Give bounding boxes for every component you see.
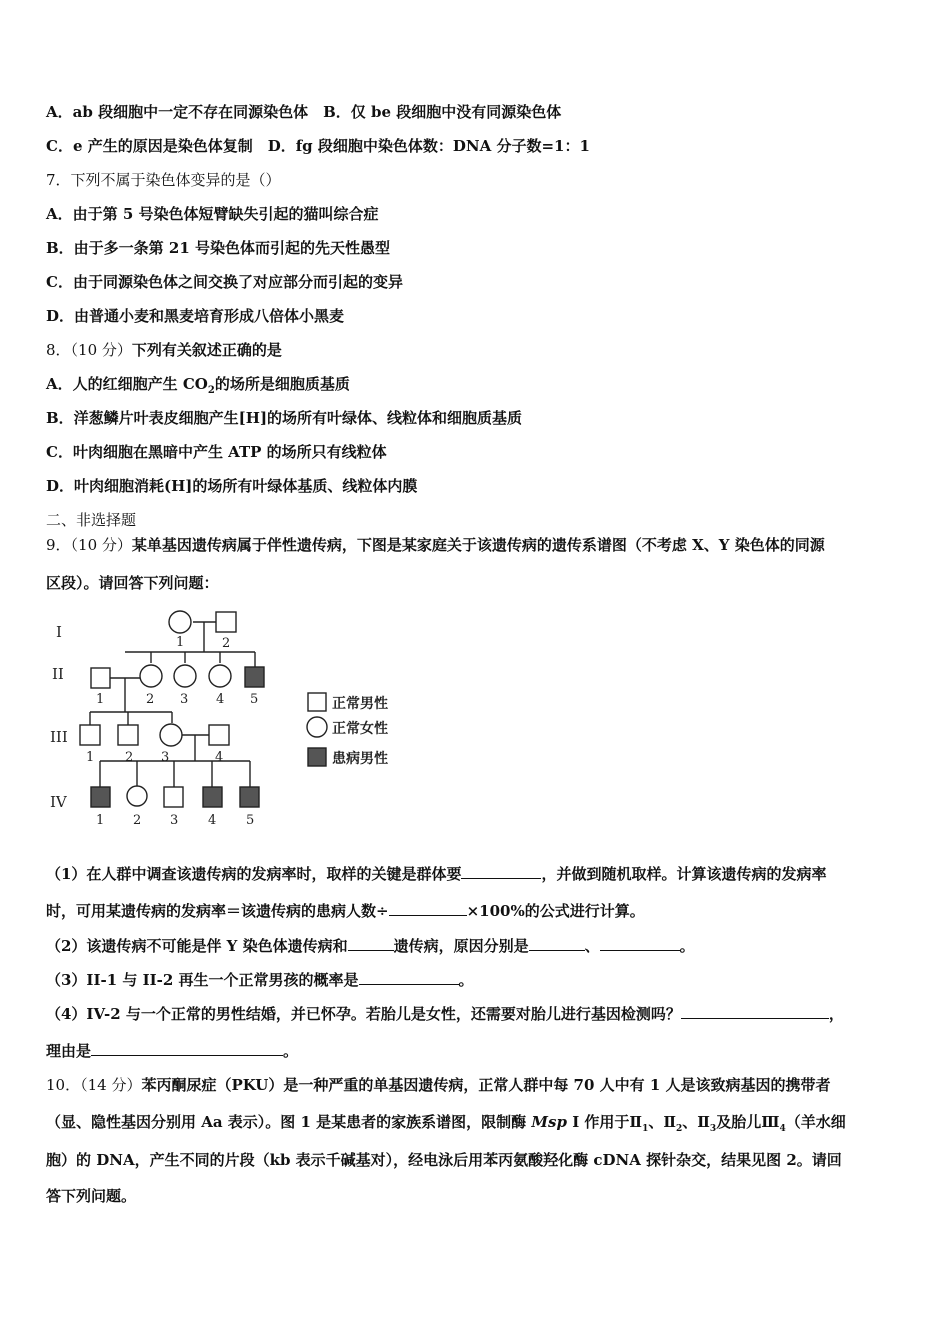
label-II2: 2 [146,692,155,707]
q10-number: 10．（14 分） [46,1076,142,1094]
label-III1: 1 [86,750,95,765]
q9-number: 9．（10 分） [46,536,132,554]
pedigree-IV1-affected-male [91,787,110,807]
pedigree-III1-male [80,725,100,745]
q10-line3: 胞）的 DNA，产生不同的片段（kb 表示千碱基对），经电泳后用苯丙氨酸羟化酶 cDNA 探针杂交，结果见图 2。请回 [46,1151,842,1169]
q8-option-b: B．洋葱鳞片叶表皮细胞产生[H]的场所有叶绿体、线粒体和细胞质基质 [46,409,523,427]
legend-affected-male-symbol [308,748,326,766]
pedigree-II4-female [209,665,231,687]
pedigree-chart [40,605,410,835]
q9-1a: （1）在人群中调查该遗传病的发病率时，取样的关键是群体要 [46,865,462,883]
pedigree-IV2-female [127,786,147,806]
q9-part3 [46,970,474,990]
q8-text: 下列有关叙述正确的是 [131,341,282,359]
q10-text2e: 及胎儿Ⅲ [716,1113,780,1131]
q10-sub1: 1 [642,1124,649,1134]
q9-part4-line1 [46,1004,844,1024]
q8-option-d: D．叶肉细胞消耗(H]的场所有叶绿体基质、线粒体内膜 [46,477,418,495]
q9-part1-line2 [46,901,645,921]
q6-options-ab: A．ab 段细胞中一定不存在同源染色体 B．仅 be 段细胞中没有同源染色体 [46,103,562,121]
q8-option-c: C．叶肉细胞在黑暗中产生 ATP 的场所只有线粒体 [46,443,387,461]
pedigree-I1-female [169,611,191,633]
pedigree-III2-male [118,725,138,745]
pedigree-III3-female [160,724,182,746]
q9-4d: 。 [283,1042,299,1060]
label-III3: 3 [161,750,170,765]
q10-line2 [46,1112,846,1139]
label-IV1: 1 [96,813,105,828]
q10-text1: 苯丙酮尿症（PKU）是一种严重的单基因遗传病，正常人群中每 70 人中有 1 人是该致病基因的携带者 [141,1076,831,1094]
label-III2: 2 [125,750,134,765]
q7-option-d: D．由普通小麦和黑麦培育形成八倍体小黑麦 [46,307,345,325]
q9-stem-line2: 区段）。请回答下列问题： [46,574,219,592]
label-IV4: 4 [208,813,217,828]
q7-option-a: A．由于第 5 号染色体短臂缺失引起的猫叫综合症 [46,205,379,223]
q9-stem-line1 [46,535,825,555]
q6-options-cd: C．e 产生的原因是染色体复制 D．fg 段细胞中染色体数：DNA 分子数=1：1 [46,137,590,155]
q8-stem [46,340,282,360]
legend-normal-female-label: 正常女性 [332,721,388,737]
q9-4a: （4）IV-2 与一个正常的男性结婚，并已怀孕。若胎儿是女性，还需要对胎儿进行基因检测吗？ [46,1005,681,1023]
pedigree-IV5-affected-male [240,787,259,807]
q7-option-c: C．由于同源染色体之间交换了对应部分而引起的变异 [46,273,403,291]
label-IV5: 5 [246,813,255,828]
pedigree-figure [40,605,410,835]
label-I1: 1 [176,635,185,650]
pedigree-IV3-male [164,787,183,807]
q9-4c: 理由是 [46,1042,92,1060]
label-II5: 5 [250,692,259,707]
q8a-pre: A．人的红细胞产生 CO [46,375,208,393]
q9-2d: 。 [679,937,695,955]
pedigree-IV4-affected-male [203,787,222,807]
q9-2-blank1[interactable] [348,936,394,951]
legend-normal-female-symbol [307,717,327,737]
q9-2b: 遗传病，原因分别是 [393,937,529,955]
q9-3a: （3）II-1 与 II-2 再生一个正常男孩的概率是 [46,971,359,989]
pedigree-II3-female [174,665,196,687]
q9-2-blank3[interactable] [600,936,680,951]
pedigree-III4-male [209,725,229,745]
q9-part4-line2 [46,1041,298,1061]
q9-2a: （2）该遗传病不可能是伴 Y 染色体遗传病和 [46,937,348,955]
q9-1b: ，并做到随机取样。计算该遗传病的发病率 [541,865,827,883]
pedigree-II1-male [91,668,110,688]
pedigree-II5-affected-male [245,667,264,687]
q10-text2d: 、Ⅱ [682,1113,710,1131]
q10-msp: Msp [531,1113,567,1131]
q7-stem: 7．下列不属于染色体变异的是（） [46,171,281,189]
q9-1-blank2[interactable] [389,901,467,916]
q9-4b: ， [828,1005,844,1023]
q7-option-b: B．由于多一条第 21 号染色体而引起的先天性愚型 [46,239,390,257]
label-II4: 4 [216,692,225,707]
q10-line4: 答下列问题。 [46,1187,137,1205]
q9-3b: 。 [458,971,474,989]
label-IV3: 3 [170,813,179,828]
gen-label-IV: IV [50,793,67,811]
gen-label-III: III [50,728,68,746]
q8-number: 8．（10 分） [46,341,132,359]
q9-part2 [46,936,695,956]
q8a-sub: 2 [207,385,215,396]
q9-1-blank1[interactable] [461,864,541,879]
q10-text2c: 、Ⅱ [648,1113,676,1131]
legend-normal-male-symbol [308,693,326,711]
label-III4: 4 [215,750,224,765]
q10-sub3: 3 [709,1124,717,1134]
label-II3: 3 [180,692,189,707]
q9-2-blank2[interactable] [529,936,585,951]
q9-text1: 某单基因遗传病属于伴性遗传病，下图是某家庭关于该遗传病的遗传系谱图（不考虑 X、Y 染色体的同源 [131,536,825,554]
q10-text2b: I 作用于Ⅱ [566,1113,643,1131]
q9-4-blank2[interactable] [91,1041,283,1056]
q9-part1-line1 [46,864,826,884]
q9-2c: 、 [584,937,600,955]
label-II1: 1 [96,692,105,707]
label-IV2: 2 [133,813,142,828]
legend-affected-male-label: 患病男性 [332,751,388,767]
pedigree-I2-male [216,612,236,632]
q10-sub4: 4 [779,1124,786,1134]
q8a-post: 的场所是细胞质基质 [214,375,350,393]
pedigree-II2-female [140,665,162,687]
q9-3-blank[interactable] [359,970,459,985]
q10-text2f: （羊水细 [785,1113,846,1131]
legend-normal-male-label: 正常男性 [332,696,388,712]
q9-1d: ×100%的公式进行计算。 [466,902,645,920]
label-I2: 2 [222,636,231,651]
q9-4-blank1[interactable] [681,1004,829,1019]
q10-text2a: （显、隐性基因分别用 Aa 表示）。图 1 是某患者的家族系谱图，限制酶 [46,1113,532,1131]
section-heading: 二、非选择题 [46,511,137,529]
q10-sub2: 2 [676,1124,683,1134]
gen-label-I: I [56,623,62,641]
gen-label-II: II [52,665,64,683]
q9-1c: 时，可用某遗传病的发病率＝该遗传病的患病人数÷ [46,902,389,920]
q10-line1 [46,1075,831,1095]
q8-option-a [46,374,350,401]
